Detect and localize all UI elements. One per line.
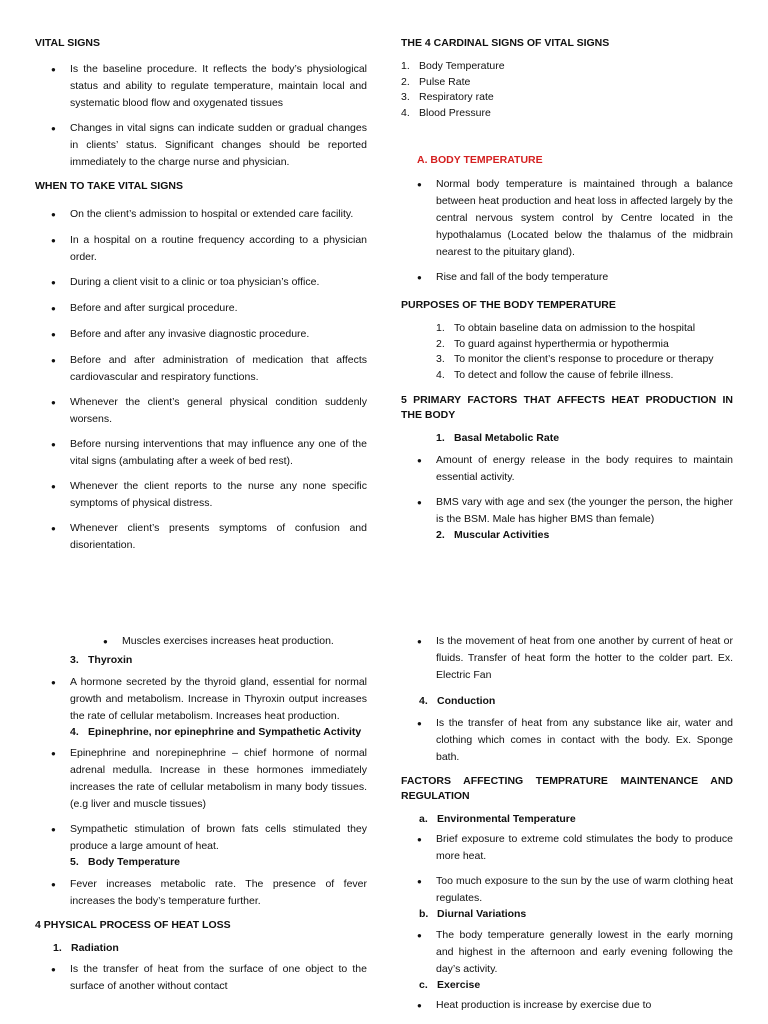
list-item: 3. Thyroxin [70, 654, 133, 666]
heat-loss-list-cont [419, 694, 733, 710]
factor-4 [70, 725, 367, 741]
list-item: 3. Respiratory rate [401, 91, 494, 103]
list-item: ● Is the baseline procedure. It reflects the body’s physiological status and ability to regulate temperature, maintain local and systematic blood flow and oxygenated tissues [35, 61, 367, 112]
vital-signs-heading: VITAL SIGNS [35, 37, 100, 49]
list-item: 4. Blood Pressure [401, 106, 491, 119]
list-item: 4. Epinephrine, nor epinephrine and Sympathetic Activity [70, 725, 362, 738]
list-item: 2. To guard against hyperthermia or hypothermia [436, 337, 669, 350]
list-item: c. Exercise [419, 978, 481, 991]
list-item: b. Diurnal Variations [419, 908, 527, 920]
list-item: ● Heat production is increase by exercise due to [401, 997, 733, 1014]
factor-5 [70, 855, 367, 871]
list-item: ● Brief exposure to extreme cold stimulates the body to produce more heat. [401, 831, 733, 865]
list-item: ● Is the transfer of heat from the surface of one object to the surface of another without contact [35, 961, 367, 995]
list-item: 2. Pulse Rate [401, 75, 471, 88]
list-item: ● Epinephrine and norepinephrine – chief hormone of normal adrenal medulla. Increase in these hormones immediately increases the rate of cellular metabolism in many body tissues. (e.g liver and muscle tissues) [35, 745, 367, 813]
purposes-list [436, 321, 733, 383]
list-item: ● On the client’s admission to hospital or extended care facility. [35, 206, 367, 223]
list-item: ● Rise and fall of the body temperature [401, 269, 733, 286]
cardinal-signs-heading: THE 4 CARDINAL SIGNS OF VITAL SIGNS [401, 37, 610, 49]
list-item: ● The body temperature generally lowest in the early morning and highest in the afternoon and early evening following the day’s activity. [401, 927, 733, 978]
list-item: ● Is the transfer of heat from any substance like air, water and clothing which comes in contact with the body. Ex. Sponge bath. [401, 715, 733, 766]
primary-factors-list [436, 431, 733, 447]
exercise-list [401, 997, 733, 1014]
heat-loss-list [53, 941, 367, 957]
regulation-factor-b [419, 907, 733, 923]
primary-factors-list-cont [436, 528, 733, 544]
left-column-top [35, 36, 367, 562]
list-item: ● Whenever the client reports to the nurse any none specific symptoms of physical distress. [35, 478, 367, 512]
bmr-list [401, 452, 733, 528]
list-item: 1. To obtain baseline data on admission to the hospital [436, 322, 696, 334]
cardinal-signs-list [401, 59, 733, 121]
regulation-factor-a [419, 812, 733, 828]
when-to-take-list [35, 206, 367, 554]
list-item: ● Whenever the client’s general physical condition suddenly worsens. [35, 394, 367, 428]
list-item: ● Before nursing interventions that may influence any one of the vital signs (ambulating after a week of bed rest). [35, 436, 367, 470]
right-column-top [401, 36, 733, 543]
regulation-factors-heading: FACTORS AFFECTING TEMPRATURE MAINTENANCE AND REGULATION [401, 774, 733, 802]
list-item: ● Amount of energy release in the body requires to maintain essential activity. [401, 452, 733, 486]
list-item: ● Whenever client’s presents symptoms of confusion and disorientation. [35, 520, 367, 554]
list-item: a. Environmental Temperature [419, 812, 576, 825]
conduction-list [401, 715, 733, 766]
list-item: ● A hormone secreted by the thyroid gland, essential for normal growth and metabolism. Increase in Thyroxin output increases the rate of cellular metabolism. Increases heat production. [35, 674, 367, 725]
vital-signs-list [35, 61, 367, 171]
epinephrine-list [35, 745, 367, 855]
list-item: 4. Conduction [419, 695, 496, 707]
page-bottom-section [0, 625, 768, 1024]
list-item: 1. Basal Metabolic Rate [436, 432, 560, 444]
primary-factors-heading: 5 PRIMARY FACTORS THAT AFFECTS HEAT PRODUCTION IN THE BODY [401, 394, 733, 421]
list-item: 1. Radiation [53, 941, 119, 954]
list-item: ● Before and after any invasive diagnostic procedure. [35, 326, 367, 343]
list-item: 1. Body Temperature [401, 60, 505, 72]
list-item: ● Too much exposure to the sun by the use of warm clothing heat regulates. [401, 873, 733, 907]
list-item: 4. To detect and follow the cause of febrile illness. [436, 368, 674, 381]
list-item: ● Is the movement of heat from one another by current of heat or fluids. Transfer of heat form the hotter to the colder part. Ex. Electric Fan [401, 633, 733, 684]
list-item: ● In a hospital on a routine frequency according to a physician order. [35, 232, 367, 266]
right-column-bottom [401, 633, 733, 1022]
list-item: ● BMS vary with age and sex (the younger the person, the higher is the BSM. Male has higher BMS than female) [401, 494, 733, 528]
thyroxin-list [35, 674, 367, 725]
list-item: 3. To monitor the client’s response to procedure or therapy [436, 353, 714, 365]
list-item: ● During a client visit to a clinic or toa physician’s office. [35, 274, 367, 291]
body-temp-factor-list [35, 876, 367, 910]
regulation-factor-c [419, 978, 733, 994]
diurnal-list [401, 927, 733, 978]
environmental-list [401, 831, 733, 907]
list-item: 2. Muscular Activities [436, 528, 550, 541]
list-item: ● Sympathetic stimulation of brown fats cells stimulated they produce a large amount of heat. [35, 821, 367, 855]
list-item: ● Before and after administration of medication that affects cardiovascular and respiratory functions. [35, 352, 367, 386]
convection-list [401, 633, 733, 684]
radiation-list [35, 961, 367, 995]
list-item: ● Fever increases metabolic rate. The presence of fever increases the body’s temperature further. [35, 876, 367, 910]
left-column-bottom [35, 633, 367, 1003]
list-item: ● Changes in vital signs can indicate sudden or gradual changes in clients’ status. Significant changes should be reported immediately to the charge nurse and physician. [35, 120, 367, 171]
factor-3 [70, 653, 367, 669]
body-temperature-list [401, 176, 733, 286]
list-item: 5. Body Temperature [70, 856, 180, 868]
body-temperature-heading: A. BODY TEMPERATURE [417, 154, 543, 166]
list-item: ● Normal body temperature is maintained through a balance between heat production and heat loss in affected largely by the central nervous system control by Centre located in the hypothalamus (Located below the thalamus of the midbrain nearest to the pituitary gland). [401, 176, 733, 261]
list-item: ● Muscles exercises increases heat production. [87, 633, 367, 650]
purposes-heading: PURPOSES OF THE BODY TEMPERATURE [401, 299, 616, 311]
when-to-take-heading: WHEN TO TAKE VITAL SIGNS [35, 180, 183, 192]
list-item: ● Before and after surgical procedure. [35, 300, 367, 317]
heat-loss-heading: 4 PHYSICAL PROCESS OF HEAT LOSS [35, 918, 231, 931]
muscles-list [87, 633, 367, 650]
